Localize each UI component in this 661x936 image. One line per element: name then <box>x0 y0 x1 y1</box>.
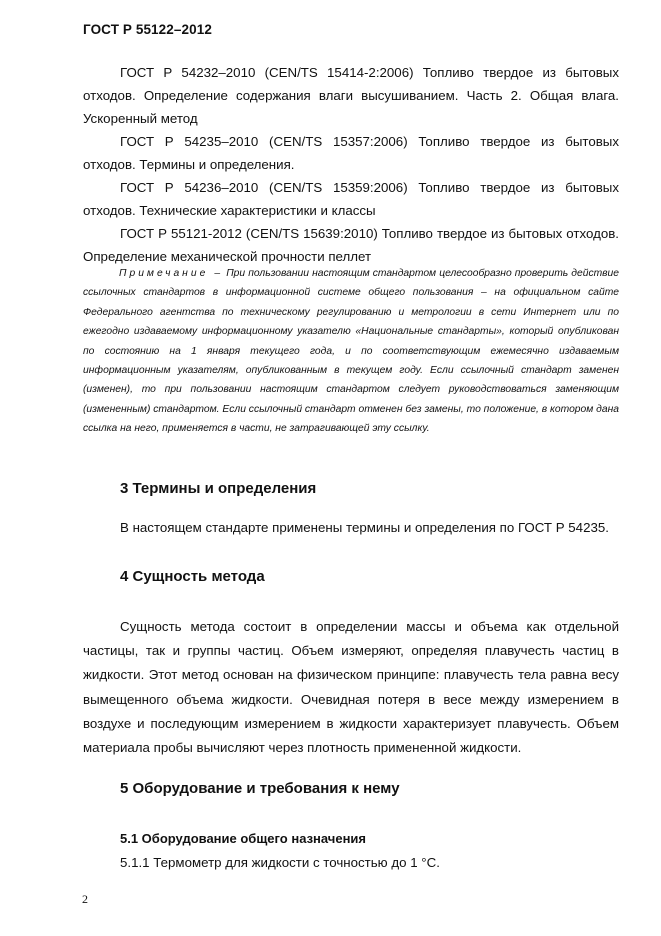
subsection-5-1-heading: 5.1 Оборудование общего назначения <box>120 831 367 846</box>
section-5-heading: 5 Оборудование и требования к нему <box>120 780 400 797</box>
document-header: ГОСТ Р 55122–2012 <box>83 22 212 37</box>
section-3-heading: 3 Термины и определения <box>120 480 317 497</box>
reference-item: ГОСТ Р 55121-2012 (CEN/TS 15639:2010) Топливо твердое из бытовых отходов. Определение механической прочности пеллет <box>83 226 619 264</box>
section-4-paragraph: Сущность метода состоит в определении массы и объема как отдельной частицы, так и группы частиц. Объем измеряют, определяя плавучесть частиц в жидкости. Этот метод основан на физическом принципе: плавучесть тела равна весу вымещенного объема жидкости. Очевидная потеря в весе между измерением в воздухе и последующим измерением в жидкости характеризует плавучесть. Объем материала пробы вычисляют через плотность примененной жидкости. <box>83 619 619 756</box>
item-5-1-1: 5.1.1 Термометр для жидкости с точностью до 1 °С. <box>120 855 440 870</box>
reference-item: ГОСТ Р 54235–2010 (CEN/TS 15357:2006) Топливо твердое из бытовых отходов. Термины и определения. <box>83 134 619 172</box>
reference-item: ГОСТ Р 54236–2010 (CEN/TS 15359:2006) Топливо твердое из бытовых отходов. Технические характеристики и классы <box>83 180 619 218</box>
reference-item: ГОСТ Р 54232–2010 (CEN/TS 15414-2:2006) Топливо твердое из бытовых отходов. Определение содержания влаги высушиванием. Часть 2. Общая влага. Ускоренный метод <box>83 65 619 126</box>
note-label: Примечание – <box>119 268 224 279</box>
section-3-text: В настоящем стандарте применены термины и определения по ГОСТ Р 54235. <box>120 520 609 535</box>
section-4-heading: 4 Сущность метода <box>120 568 265 585</box>
page-number: 2 <box>82 892 88 906</box>
note-block <box>83 264 619 439</box>
note-text: При пользовании настоящим стандартом целесообразно проверить действие ссылочных стандартов в информационной системе общего пользования – на официальном сайте Федерального агентства по техническому регулированию и метрологии в сети Интернет или по ежегодно издаваемому информационному указателю «Национальные стандарты», который опубликован по состоянию на 1 января текущего года, и по соответствующим ежемесячно издаваемым информационным указателям, опубликованным в текущем году. Если ссылочный стандарт заменен (изменен), то при пользовании настоящим стандартом следует руководствоваться заменяющим (измененным) стандартом. Если ссылочный стандарт отменен без замены, то положение, в котором дана ссылка на него, применяется в части, не затрагивающей эту ссылку. <box>83 268 620 435</box>
